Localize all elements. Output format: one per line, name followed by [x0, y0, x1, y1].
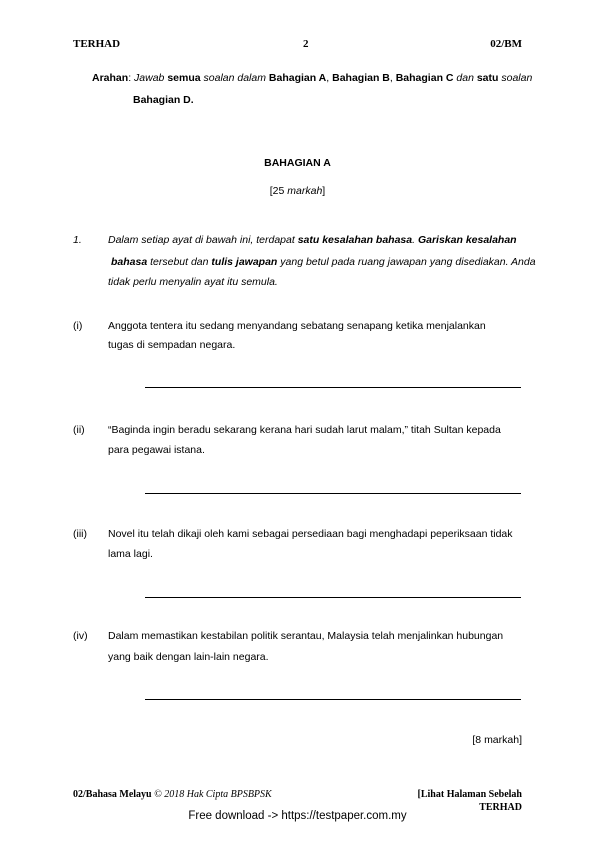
question-line-3: tidak perlu menyalin ayat itu semula.: [108, 276, 278, 288]
page-number: 2: [303, 38, 309, 50]
item-label: (ii): [73, 424, 85, 436]
item-label: (i): [73, 320, 83, 332]
item-sentence-line-1: Anggota tentera itu sedang menyandang sebatang senapang ketika menjalankan: [108, 320, 486, 332]
item-label: (iv): [73, 630, 88, 642]
question-line-2: bahasa tersebut dan tulis jawapan yang betul pada ruang jawapan yang disediakan. Anda: [111, 256, 536, 268]
header-left: TERHAD: [73, 38, 121, 50]
answer-line[interactable]: [145, 699, 521, 700]
item-sentence-line-2: para pegawai istana.: [108, 444, 205, 456]
footer-next-page: [Lihat Halaman Sebelah: [417, 789, 522, 800]
instruction-label: Arahan: [92, 72, 129, 84]
item-sentence-line-1: “Baginda ingin beradu sekarang kerana hari sudah larut malam,” titah Sultan kepada: [108, 424, 501, 436]
section-marks: [25 markah]: [269, 185, 326, 197]
item-sentence-line-2: lama lagi.: [108, 548, 153, 560]
answer-line[interactable]: [145, 387, 521, 388]
question-number: 1.: [73, 234, 82, 246]
item-sentence-line-1: Dalam memastikan kestabilan politik serantau, Malaysia telah menjalinkan hubungan: [108, 630, 504, 642]
instruction-line-2: Bahagian D.: [133, 94, 194, 106]
answer-line[interactable]: [145, 597, 521, 598]
section-title: BAHAGIAN A: [264, 157, 331, 169]
item-sentence-line-1: Novel itu telah dikaji oleh kami sebagai persediaan bagi menghadapi peperiksaan tidak: [108, 528, 513, 540]
item-sentence-line-2: yang baik dengan lain-lain negara.: [108, 651, 269, 663]
marks-total: [8 markah]: [472, 734, 522, 746]
instruction-line-1: Arahan: Jawab semua soalan dalam Bahagian A, Bahagian B, Bahagian C dan satu soalan: [92, 72, 533, 84]
answer-line[interactable]: [145, 493, 521, 494]
header-right: 02/BM: [490, 38, 522, 50]
download-link[interactable]: Free download -> https://testpaper.com.my: [188, 810, 407, 822]
footer-restricted: TERHAD: [479, 802, 522, 813]
item-label: (iii): [73, 528, 87, 540]
question-line-1: Dalam setiap ayat di bawah ini, terdapat satu kesalahan bahasa. Gariskan kesalahan: [108, 234, 517, 246]
footer-copyright: 02/Bahasa Melayu © 2018 Hak Cipta BPSBPSK: [73, 789, 272, 800]
item-sentence-line-2: tugas di sempadan negara.: [108, 339, 236, 351]
